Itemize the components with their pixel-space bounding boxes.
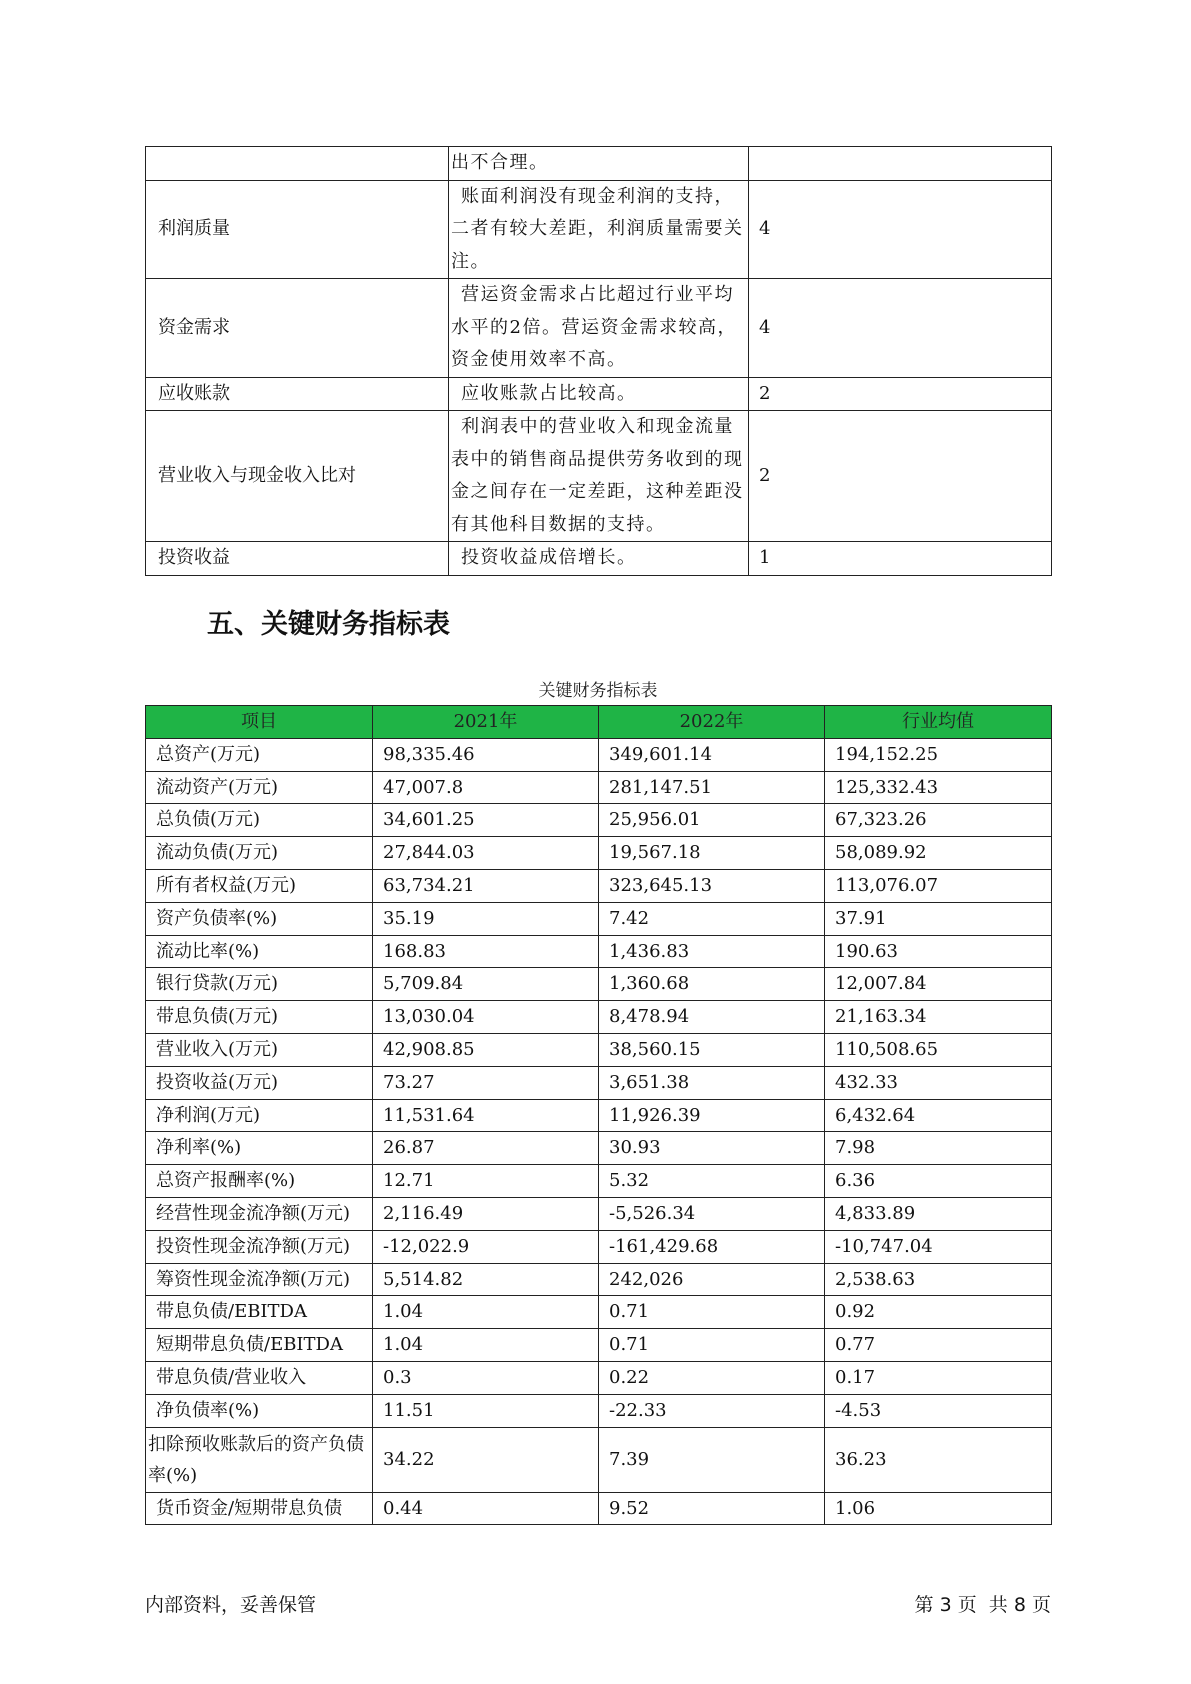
table-row (146, 1033, 1052, 1066)
footer-confidential-note: 内部资料，妥善保管 (145, 1594, 317, 1616)
kpi-industry-avg-cell: 4,833.89 (825, 1197, 1052, 1230)
kpi-industry-avg-cell: 125,332.43 (825, 771, 1052, 804)
kpi-2022-cell: 0.71 (599, 1329, 825, 1362)
kpi-2022-cell: 38,560.15 (599, 1033, 825, 1066)
kpi-2021-cell: 73.27 (373, 1066, 599, 1099)
table-row (146, 968, 1052, 1001)
risk-score-cell: 2 (749, 377, 1052, 411)
table-row (146, 147, 1052, 181)
kpi-item-cell: 带息负债/营业收入 (146, 1361, 373, 1394)
kpi-2021-cell: 35.19 (373, 902, 599, 935)
kpi-2021-cell: 98,335.46 (373, 738, 599, 771)
kpi-2021-cell: 26.87 (373, 1132, 599, 1165)
kpi-item-cell: 投资性现金流净额(万元) (146, 1230, 373, 1263)
kpi-2022-cell: 1,436.83 (599, 935, 825, 968)
kpi-2022-cell: 1,360.68 (599, 968, 825, 1001)
table-row (146, 1132, 1052, 1165)
kpi-2022-cell: 5.32 (599, 1165, 825, 1198)
kpi-2021-cell: 12.71 (373, 1165, 599, 1198)
page-prefix: 第 (914, 1594, 934, 1616)
kpi-industry-avg-cell: 21,163.34 (825, 1001, 1052, 1034)
risk-score-cell (749, 147, 1052, 181)
kpi-2021-cell: 0.44 (373, 1492, 599, 1525)
kpi-item-cell: 流动比率(%) (146, 935, 373, 968)
risk-desc-cell (449, 542, 749, 576)
kpi-item-cell: 货币资金/短期带息负债 (146, 1492, 373, 1525)
table-row (146, 180, 1052, 279)
table-row (146, 738, 1052, 771)
risk-score-cell: 2 (749, 411, 1052, 542)
kpi-industry-avg-cell: -10,747.04 (825, 1230, 1052, 1263)
kpi-2022-cell: -22.33 (599, 1394, 825, 1427)
kpi-item-cell: 所有者权益(万元) (146, 869, 373, 902)
table-row (146, 1066, 1052, 1099)
kpi-2022-cell: 0.71 (599, 1296, 825, 1329)
table-row (146, 1427, 1052, 1492)
kpi-industry-avg-cell: 0.17 (825, 1361, 1052, 1394)
kpi-2022-cell: -5,526.34 (599, 1197, 825, 1230)
risk-item-cell: 利润质量 (146, 180, 449, 279)
kpi-item-cell: 营业收入(万元) (146, 1033, 373, 1066)
risk-desc-text: 投资收益成倍增长。 (461, 547, 637, 568)
kpi-2021-cell: 11.51 (373, 1394, 599, 1427)
kpi-2021-cell: 1.04 (373, 1329, 599, 1362)
kpi-2021-cell: 0.3 (373, 1361, 599, 1394)
kpi-industry-avg-cell: 190.63 (825, 935, 1052, 968)
kpi-industry-avg-cell: -4.53 (825, 1394, 1052, 1427)
kpi-2022-cell: -161,429.68 (599, 1230, 825, 1263)
kpi-2022-cell: 0.22 (599, 1361, 825, 1394)
kpi-item-cell: 净负债率(%) (146, 1394, 373, 1427)
risk-desc-cell (449, 180, 749, 279)
table-row (146, 869, 1052, 902)
table-row (146, 902, 1052, 935)
kpi-industry-avg-cell: 6,432.64 (825, 1099, 1052, 1132)
kpi-2022-cell: 323,645.13 (599, 869, 825, 902)
table-row (146, 1099, 1052, 1132)
kpi-item-cell: 净利润(万元) (146, 1099, 373, 1132)
kpi-2021-cell: 5,514.82 (373, 1263, 599, 1296)
risk-item-cell: 应收账款 (146, 377, 449, 411)
risk-desc-cell (449, 411, 749, 542)
kpi-item-cell: 净利率(%) (146, 1132, 373, 1165)
risk-score-cell: 4 (749, 279, 1052, 378)
risk-score-cell: 4 (749, 180, 1052, 279)
page-current: 3 (939, 1594, 952, 1616)
kpi-industry-avg-cell: 6.36 (825, 1165, 1052, 1198)
kpi-2021-cell: 47,007.8 (373, 771, 599, 804)
risk-item-cell: 营业收入与现金收入比对 (146, 411, 449, 542)
risk-desc-cell: 出不合理。 (449, 147, 749, 181)
kpi-item-cell: 流动负债(万元) (146, 837, 373, 870)
table-row (146, 542, 1052, 576)
kpi-2022-cell: 9.52 (599, 1492, 825, 1525)
page-suffix: 页 (1031, 1594, 1051, 1616)
kpi-2022-cell: 8,478.94 (599, 1001, 825, 1034)
kpi-2021-cell: 63,734.21 (373, 869, 599, 902)
table-row (146, 1492, 1052, 1525)
kpi-2022-cell: 19,567.18 (599, 837, 825, 870)
kpi-2022-cell: 349,601.14 (599, 738, 825, 771)
kpi-industry-avg-cell: 1.06 (825, 1492, 1052, 1525)
kpi-2022-cell: 242,026 (599, 1263, 825, 1296)
kpi-2022-cell: 11,926.39 (599, 1099, 825, 1132)
risk-desc-cell (449, 279, 749, 378)
kpi-item-cell: 总资产报酬率(%) (146, 1165, 373, 1198)
table-caption: 关键财务指标表 (538, 681, 658, 701)
page-number (915, 1590, 1052, 1617)
kpi-item-cell: 资产负债率(%) (146, 902, 373, 935)
column-header-2021: 2021年 (373, 706, 599, 739)
kpi-industry-avg-cell: 110,508.65 (825, 1033, 1052, 1066)
kpi-item-cell: 扣除预收账款后的资产负债率(%) (146, 1427, 373, 1492)
kpi-2021-cell: 2,116.49 (373, 1197, 599, 1230)
kpi-industry-avg-cell: 36.23 (825, 1427, 1052, 1492)
kpi-item-cell: 流动资产(万元) (146, 771, 373, 804)
kpi-2022-cell: 281,147.51 (599, 771, 825, 804)
kpi-industry-avg-cell: 113,076.07 (825, 869, 1052, 902)
table-row (146, 771, 1052, 804)
kpi-2022-cell: 7.42 (599, 902, 825, 935)
kpi-2021-cell: 42,908.85 (373, 1033, 599, 1066)
kpi-item-cell: 银行贷款(万元) (146, 968, 373, 1001)
kpi-2021-cell: 1.04 (373, 1296, 599, 1329)
kpi-industry-avg-cell: 12,007.84 (825, 968, 1052, 1001)
kpi-item-cell: 投资收益(万元) (146, 1066, 373, 1099)
kpi-2021-cell: 5,709.84 (373, 968, 599, 1001)
kpi-header-row (146, 706, 1052, 739)
table-row (146, 1263, 1052, 1296)
table-row (146, 1329, 1052, 1362)
kpi-table (145, 705, 1052, 1525)
table-row (146, 279, 1052, 378)
kpi-2022-cell: 7.39 (599, 1427, 825, 1492)
table-row (146, 837, 1052, 870)
risk-desc-cell (449, 377, 749, 411)
kpi-item-cell: 经营性现金流净额(万元) (146, 1197, 373, 1230)
risk-item-cell (146, 147, 449, 181)
kpi-2022-cell: 3,651.38 (599, 1066, 825, 1099)
kpi-2021-cell: 34,601.25 (373, 804, 599, 837)
table-row (146, 1296, 1052, 1329)
column-header-industry-avg: 行业均值 (825, 706, 1052, 739)
table-row (146, 1394, 1052, 1427)
kpi-item-cell: 总资产(万元) (146, 738, 373, 771)
table-row (146, 1197, 1052, 1230)
risk-item-cell: 资金需求 (146, 279, 449, 378)
kpi-industry-avg-cell: 0.77 (825, 1329, 1052, 1362)
risk-desc-text: 利润表中的营业收入和现金流量表中的销售商品提供劳务收到的现金之间存在一定差距，这种差距没有其他科目数据的支持。 (451, 416, 744, 535)
kpi-industry-avg-cell: 2,538.63 (825, 1263, 1052, 1296)
table-row (146, 411, 1052, 542)
table-row (146, 377, 1052, 411)
risk-score-cell: 1 (749, 542, 1052, 576)
kpi-industry-avg-cell: 7.98 (825, 1132, 1052, 1165)
table-row (146, 1165, 1052, 1198)
kpi-table-body (146, 738, 1052, 1525)
kpi-item-cell: 短期带息负债/EBITDA (146, 1329, 373, 1362)
section-title: 五、关键财务指标表 (207, 609, 450, 640)
kpi-item-cell: 带息负债/EBITDA (146, 1296, 373, 1329)
kpi-2021-cell: 27,844.03 (373, 837, 599, 870)
table-row (146, 804, 1052, 837)
kpi-industry-avg-cell: 194,152.25 (825, 738, 1052, 771)
kpi-2021-cell: 34.22 (373, 1427, 599, 1492)
kpi-industry-avg-cell: 67,323.26 (825, 804, 1052, 837)
table-row (146, 935, 1052, 968)
risk-table (145, 146, 1052, 576)
kpi-2021-cell: -12,022.9 (373, 1230, 599, 1263)
page-mid: 页 共 (957, 1594, 1008, 1616)
kpi-industry-avg-cell: 0.92 (825, 1296, 1052, 1329)
kpi-2021-cell: 168.83 (373, 935, 599, 968)
kpi-item-cell: 筹资性现金流净额(万元) (146, 1263, 373, 1296)
kpi-industry-avg-cell: 432.33 (825, 1066, 1052, 1099)
risk-desc-text: 账面利润没有现金利润的支持，二者有较大差距，利润质量需要关注。 (451, 185, 744, 272)
kpi-2021-cell: 13,030.04 (373, 1001, 599, 1034)
risk-item-cell: 投资收益 (146, 542, 449, 576)
kpi-item-cell: 总负债(万元) (146, 804, 373, 837)
table-row (146, 1361, 1052, 1394)
risk-desc-text: 应收账款占比较高。 (461, 382, 637, 404)
risk-desc-text: 营运资金需求占比超过行业平均水平的2倍。营运资金需求较高，资金使用效率不高。 (451, 284, 737, 370)
kpi-industry-avg-cell: 58,089.92 (825, 837, 1052, 870)
kpi-2021-cell: 11,531.64 (373, 1099, 599, 1132)
table-row (146, 1230, 1052, 1263)
kpi-industry-avg-cell: 37.91 (825, 902, 1052, 935)
table-row (146, 1001, 1052, 1034)
column-header-2022: 2022年 (599, 706, 825, 739)
column-header-item: 项目 (146, 706, 373, 739)
kpi-2022-cell: 25,956.01 (599, 804, 825, 837)
kpi-item-cell: 带息负债(万元) (146, 1001, 373, 1034)
page-total: 8 (1013, 1594, 1026, 1616)
kpi-2022-cell: 30.93 (599, 1132, 825, 1165)
